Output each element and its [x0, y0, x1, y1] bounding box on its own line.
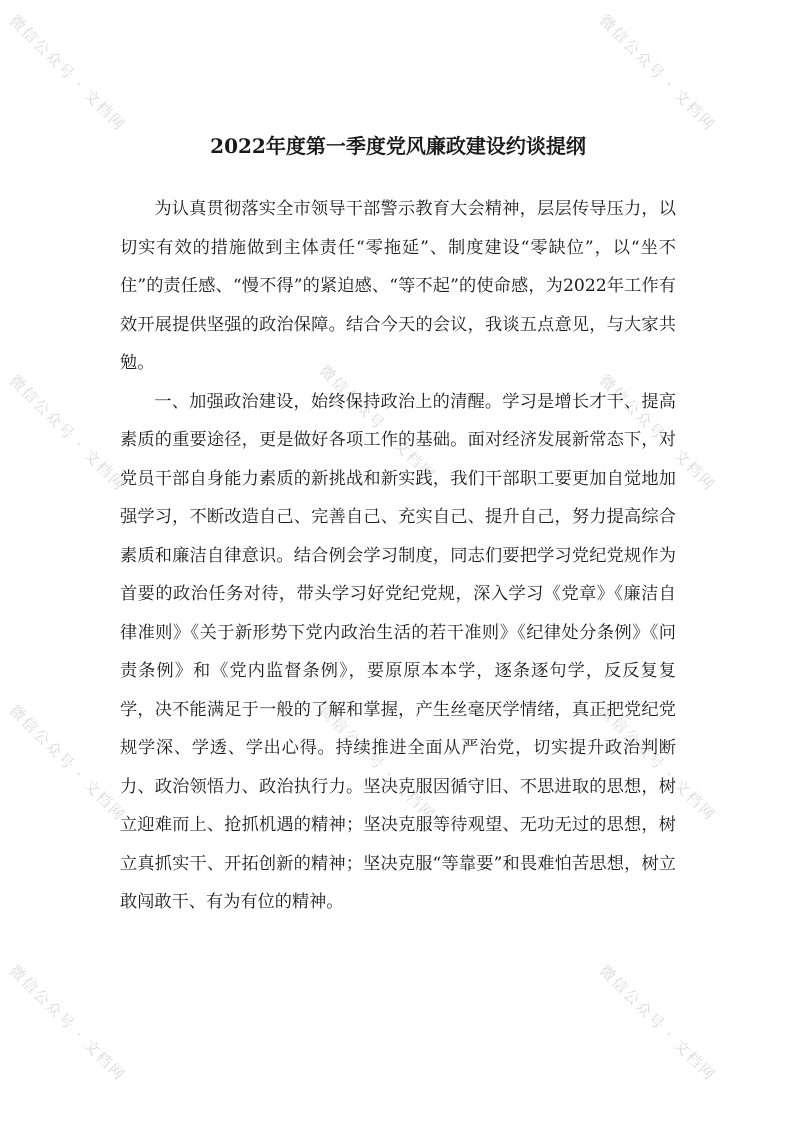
watermark-text: 微信公众号 · 文档网 — [595, 701, 720, 825]
watermark-text: 微信公众号 · 文档网 — [5, 701, 130, 825]
watermark-text: 微信公众号 · 文档网 — [5, 11, 130, 135]
watermark-text: 微信公众号 · 文档网 — [595, 371, 720, 495]
document-title: 2022年度第一季度党风廉政建设约谈提纲 — [210, 134, 586, 158]
watermark-text: 微信公众号 · 文档网 — [595, 11, 720, 135]
document-page — [120, 128, 676, 922]
watermark-text: 微信公众号 · 文档网 — [5, 961, 130, 1085]
watermark-text: 微信公众号 · 文档网 — [5, 371, 130, 495]
watermark-text: 微信公众号 · 文档网 — [595, 961, 720, 1085]
intro-paragraph: 为认真贯彻落实全市领导干部警示教育大会精神，层层传导压力，以切实有效的措施做到主体责任“零拖延”、制度建设“零缺位”，以“坐不住”的责任感、“慢不得”的紧迫感、“等不起”的使命感，为2022年工作有效开展提供坚强的政治保障。结合今天的会议，我谈五点意见，与大家共勉。 — [120, 199, 676, 373]
watermark-text: 微信公众号 · 文档网 — [315, 361, 440, 485]
section-one-paragraph: 一、加强政治建设，始终保持政治上的清醒。学习是增长才干、提高素质的重要途径，更是做好各项工作的基础。面对经济发展新常态下，对党员干部自身能力素质的新挑战和新实践，我们干部职工要更加自觉地加强学习，不断改造自己、完善自己、充实自己、提升自己，努力提高综合素质和廉洁自律意识。结合例会学习制度，同志们要把学习党纪党规作为首要的政治任务对待，带头学习好党纪党规，深入学习《党章》《廉洁自律准则》《关于新形势下党内政治生活的若干准则》《纪律处分条例》《问责条例》和《党内监督条例》，要原原本本学，逐条逐句学，反反复复学，决不能满足于一般的了解和掌握，产生丝毫厌学情绪，真正把党纪党规学深、学透、学出心得。持续推进全面从严治党，切实提升政治判断力、政治领悟力、政治执行力。坚决克服因循守旧、不思进取的思想，树立迎难而上、抢抓机遇的精神；坚决克服等待观望、无功无过的思想，树立真抓实干、开拓创新的精神；坚决克服“等靠要”和畏难怕苦思想，树立敢闯敢干、有为有位的精神。 — [120, 391, 676, 912]
watermark-text: 微信公众号 · 文档网 — [315, 701, 440, 825]
